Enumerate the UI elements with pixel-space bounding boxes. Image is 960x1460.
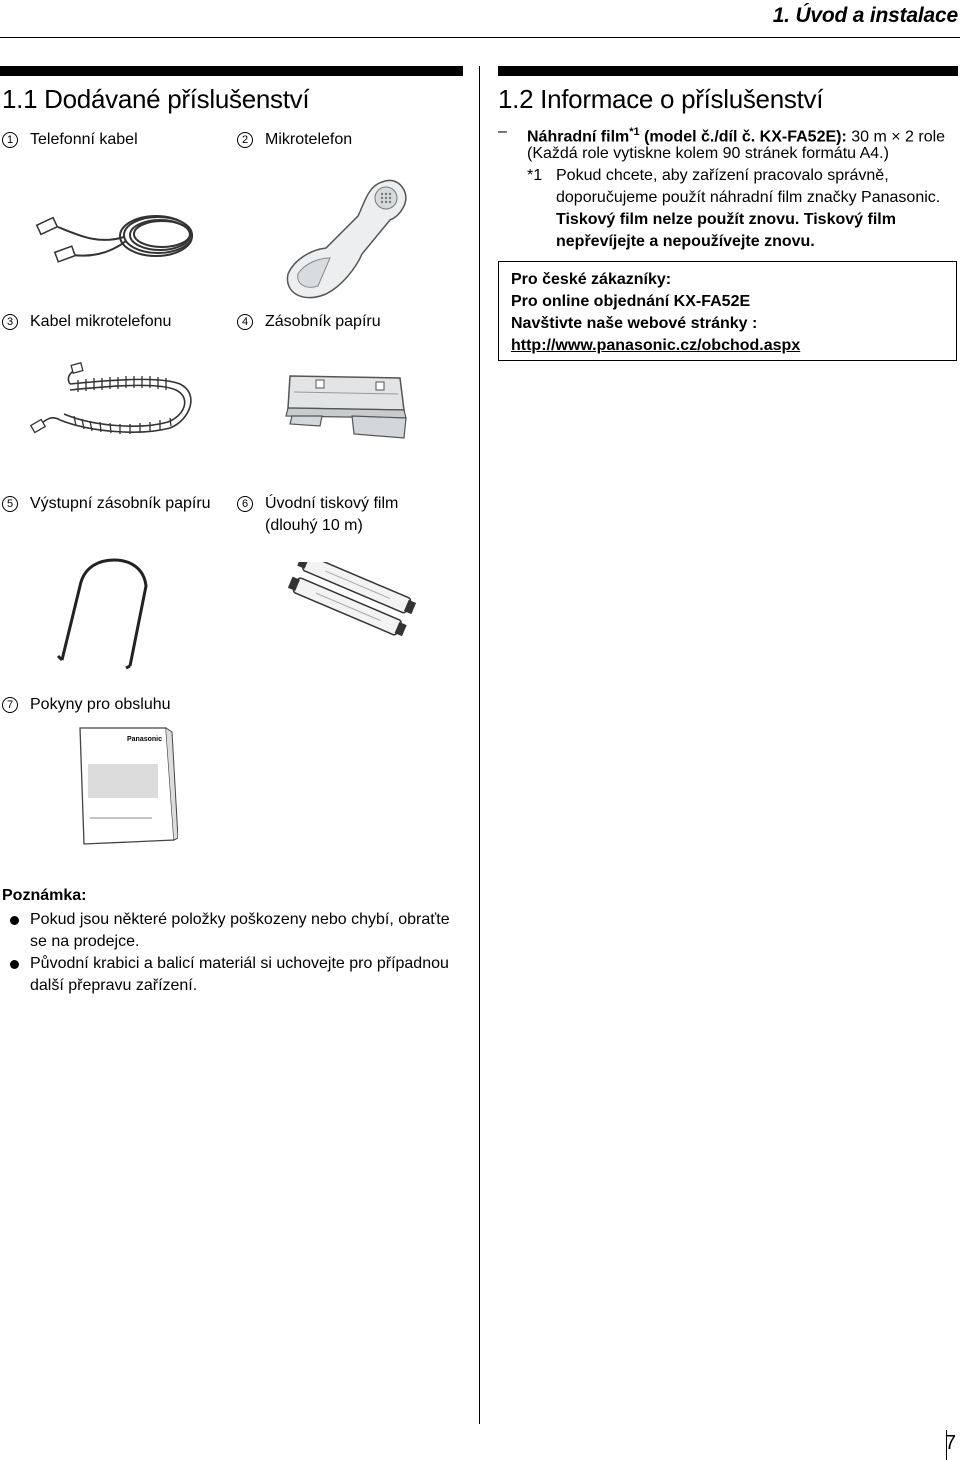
footnote-warning: Tiskový film nelze použít znovu. Tiskový film	[556, 211, 896, 228]
telephone-cable-illustration	[28, 205, 203, 270]
item-label-sub: (dlouhý 10 m)	[265, 517, 363, 534]
item-6	[237, 493, 398, 537]
left-column-bar	[0, 66, 463, 76]
note-bullet-text: Původní krabici a balicí materiál si uchovejte pro případnou další přepravu zařízení.	[30, 955, 449, 994]
right-dash: –	[498, 123, 507, 140]
item-label: Mikrotelefon	[265, 131, 353, 148]
item-label-block	[265, 493, 398, 537]
model-number: (model č./díl č. KX-FA52E):	[644, 128, 847, 146]
footnote-block	[556, 165, 956, 253]
item-number-badge: 6	[237, 496, 253, 512]
note-title: Poznámka:	[2, 887, 87, 904]
right-column-bar	[498, 66, 958, 76]
footnote-warning: nepřevíjejte a nepoužívejte znovu.	[556, 233, 815, 250]
footnote-line: doporučujeme použít náhradní film značky Panasonic.	[556, 189, 941, 206]
item-label: Úvodní tiskový film	[265, 495, 399, 512]
item-number-badge: 5	[2, 496, 18, 512]
replacement-film-label: Náhradní film	[527, 128, 630, 146]
manual-brand: Panasonic	[126, 736, 162, 743]
item-number-badge: 4	[237, 314, 253, 330]
bullet-dot	[10, 960, 19, 969]
bullet-dot	[10, 916, 19, 925]
footnote-ref: *1	[629, 126, 640, 138]
item-label: Kabel mikrotelefonu	[30, 313, 172, 330]
item-number-badge: 3	[2, 314, 18, 330]
item-number-badge: 7	[2, 697, 18, 713]
paper-tray-illustration	[282, 370, 412, 442]
item-3	[2, 311, 171, 333]
item-label: Výstupní zásobník papíru	[30, 495, 211, 512]
item-label: Pokyny pro obsluhu	[30, 696, 171, 713]
note-bullet-1	[10, 909, 470, 953]
footnote-line: Pokud chcete, aby zařízení pracovalo správně,	[556, 167, 889, 184]
section-title-accessories: 1.1 Dodávané příslušenství	[2, 84, 310, 114]
box-line: Pro online objednání KX-FA52E	[511, 293, 751, 310]
pages-per-roll: (Každá role vytiskne kolem 90 stránek formátu A4.)	[527, 145, 889, 162]
item-label: Zásobník papíru	[265, 313, 381, 330]
item-label: Telefonní kabel	[30, 131, 138, 148]
box-line: Pro české zákazníky:	[511, 271, 672, 288]
item-1	[2, 129, 138, 151]
ink-film-illustration	[285, 562, 420, 644]
item-number-badge: 1	[2, 132, 18, 148]
output-tray-illustration	[50, 556, 160, 672]
item-7	[2, 694, 171, 716]
box-line: Navštivte naše webové stránky :	[511, 315, 758, 332]
header-title: 1. Úvod a instalace	[772, 4, 958, 27]
item-5	[2, 493, 211, 515]
coiled-cord-illustration	[30, 362, 200, 442]
item-number-badge: 2	[237, 132, 253, 148]
footnote-mark: *1	[527, 167, 543, 184]
section-title-accessory-info: 1.2 Informace o příslušenství	[498, 84, 824, 114]
page-number: 7	[944, 1432, 956, 1454]
item-4	[237, 311, 381, 333]
column-separator	[479, 66, 480, 1424]
manual-illustration	[74, 724, 178, 848]
note-bullet-text: Pokud jsou některé položky poškozeny nebo chybí, obraťte se na prodejce.	[30, 911, 450, 950]
handset-illustration	[282, 176, 412, 300]
note-bullet-2	[10, 953, 470, 997]
film-quantity: 30 m × 2 role	[851, 128, 946, 146]
order-link[interactable]: http://www.panasonic.cz/obchod.aspx	[511, 337, 801, 354]
item-2	[237, 129, 352, 151]
czech-customers-box	[498, 261, 957, 361]
header-rule	[0, 37, 960, 38]
